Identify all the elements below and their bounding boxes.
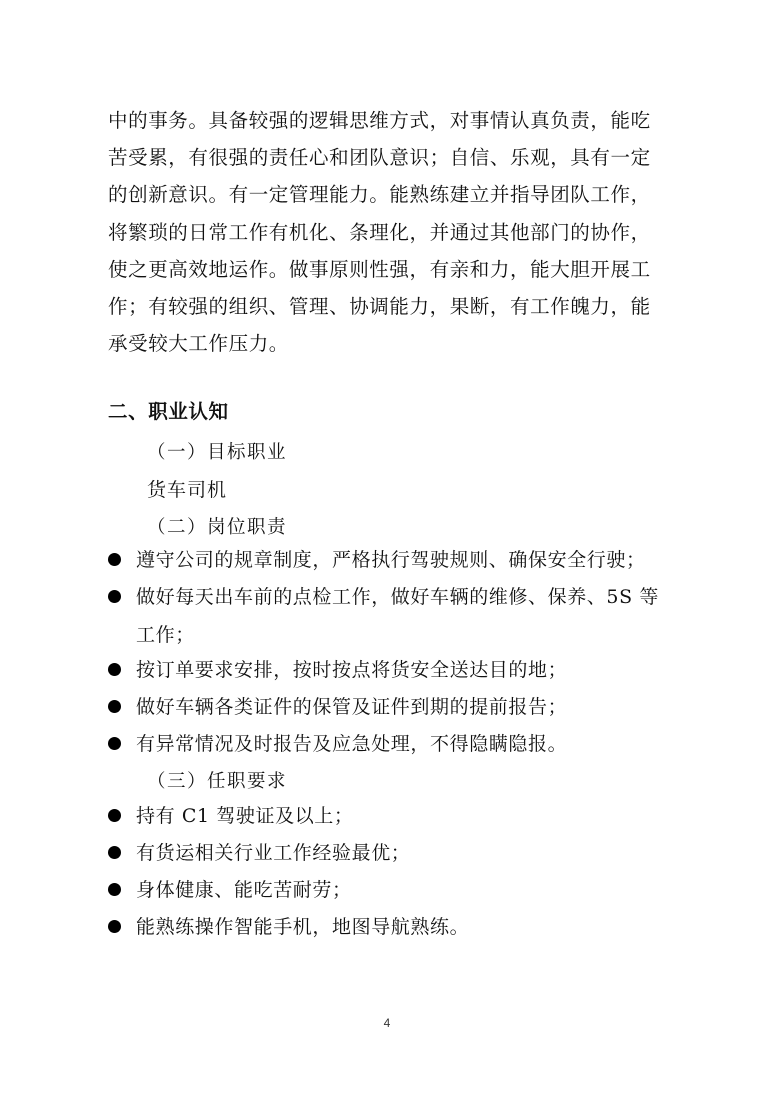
subsection-heading-target-job: （一）目标职业 [147,442,288,463]
paragraph-line: 作；有较强的组织、管理、协调能力，果断，有工作魄力，能 [108,295,651,319]
list-item-text: 做好每天出车前的点检工作，做好车辆的维修、保养、5S 等 [136,586,659,608]
list-item-text: 持有 C1 驾驶证及以上； [136,805,354,827]
bullet-icon [108,737,121,750]
bullet-icon [108,590,121,603]
list-item-text: 按订单要求安排，按时按点将货安全送达目的地； [136,659,568,681]
bullet-icon [108,553,121,566]
paragraph-line: 使之更高效地运作。做事原则性强，有亲和力，能大胆开展工 [108,257,651,281]
paragraph-line: 苦受累，有很强的责任心和团队意识；自信、乐观，具有一定 [108,146,651,170]
list-item-text: 遵守公司的规章制度，严格执行驾驶规则、确保安全行驶； [136,549,646,571]
list-item-text: 能熟练操作智能手机，地图导航熟练。 [136,916,470,938]
intro-paragraph [108,102,674,362]
list-item-text: 做好车辆各类证件的保管及证件到期的提前报告； [136,696,568,718]
paragraph-line: 承受较大工作压力。 [108,332,289,356]
bullet-icon [108,846,121,859]
bullet-icon [108,920,121,933]
bullet-icon [108,663,121,676]
target-job-value: 货车司机 [147,479,228,501]
bullet-icon [108,883,121,896]
subsection-heading-requirements: （三）任职要求 [147,771,288,792]
paragraph-line: 的创新意识。有一定管理能力。能熟练建立并指导团队工作， [108,183,651,207]
list-item-continuation: 工作； [136,624,195,646]
list-item-text: 有异常情况及时报告及应急处理，不得隐瞒隐报。 [136,733,568,755]
page-number: 4 [383,1016,391,1030]
bullet-icon [108,700,121,713]
subsection-heading-duties: （二）岗位职责 [147,517,288,538]
paragraph-line: 中的事务。具备较强的逻辑思维方式，对事情认真负责，能吃 [108,109,651,132]
bullet-icon [108,809,121,822]
paragraph-line: 将繁琐的日常工作有机化、条理化，并通过其他部门的协作， [108,220,651,244]
list-item-text: 有货运相关行业工作经验最优； [136,842,411,864]
section-heading: 二、职业认知 [108,400,229,423]
list-item-text: 身体健康、能吃苦耐劳； [136,879,352,901]
